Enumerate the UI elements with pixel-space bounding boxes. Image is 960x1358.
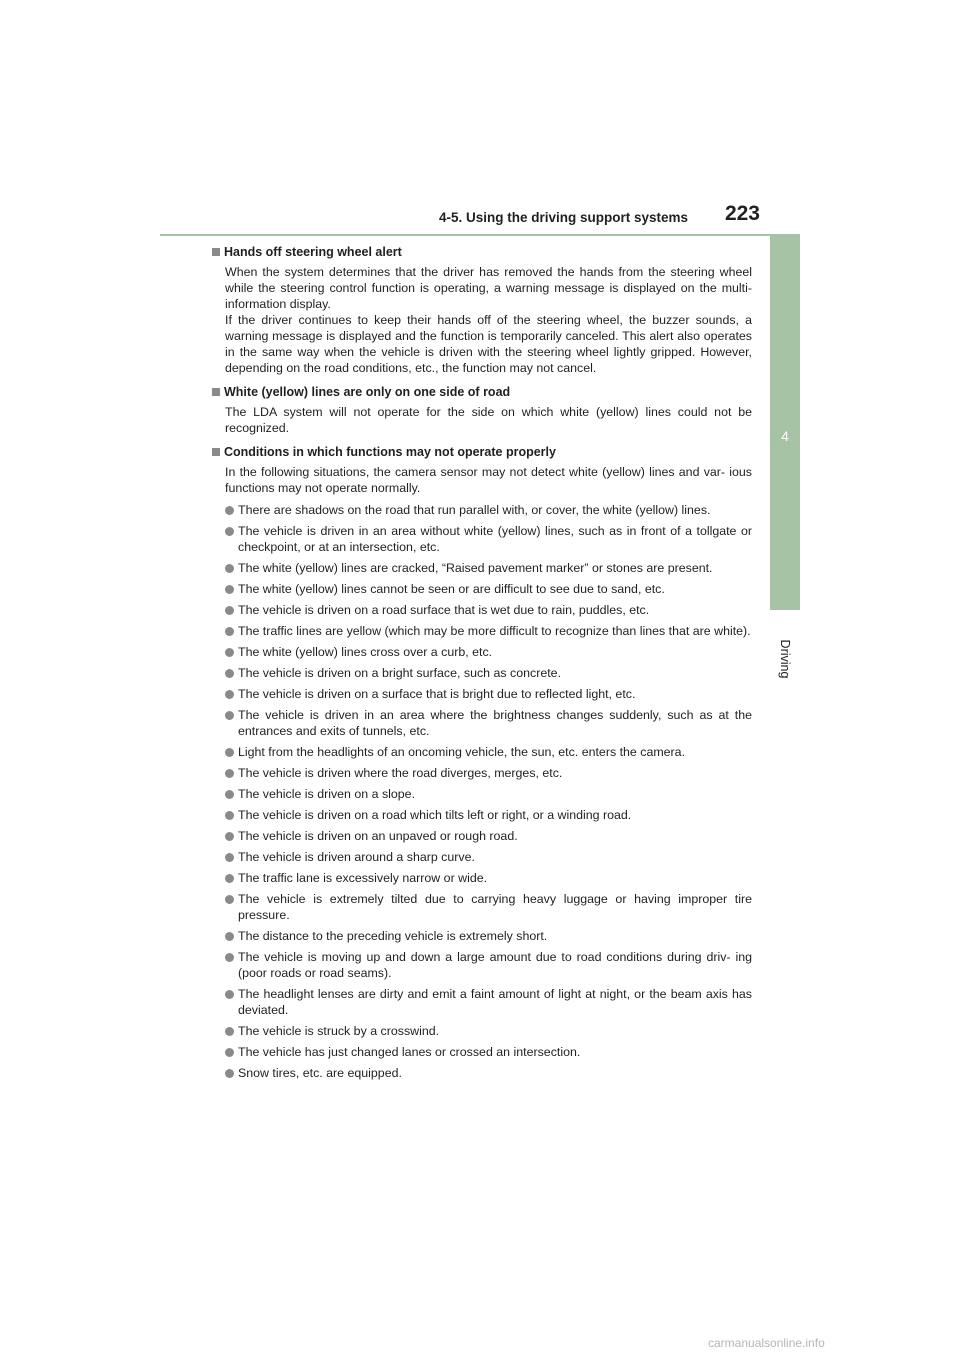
- circle-bullet-icon: [225, 748, 234, 757]
- list-item: [225, 949, 752, 981]
- list-item-text: The vehicle is driven on a road surface that is wet due to rain, puddles, etc.: [238, 603, 650, 617]
- circle-bullet-icon: [225, 506, 234, 515]
- list-item: [225, 1023, 752, 1039]
- list-item-text: The headlight lenses are dirty and emit a faint amount of light at night, or the beam axis has deviated.: [238, 987, 752, 1017]
- circle-bullet-icon: [225, 769, 234, 778]
- list-item: [225, 870, 752, 886]
- list-item-text: The white (yellow) lines cross over a curb, etc.: [238, 645, 493, 659]
- chapter-label: [771, 624, 799, 694]
- list-item: [225, 1044, 752, 1060]
- circle-bullet-icon: [225, 606, 234, 615]
- section-heading: [212, 444, 752, 461]
- page-number: 223: [724, 202, 760, 225]
- chapter-label-text: Driving: [778, 639, 792, 679]
- header-divider: [160, 234, 800, 236]
- circle-bullet-icon: [225, 1069, 234, 1078]
- circle-bullet-icon: [225, 832, 234, 841]
- circle-bullet-icon: [225, 953, 234, 962]
- list-item-text: The traffic lane is excessively narrow or wide.: [238, 871, 488, 885]
- circle-bullet-icon: [225, 669, 234, 678]
- list-item-text: The distance to the preceding vehicle is extremely short.: [238, 929, 548, 943]
- list-item: [225, 765, 752, 781]
- watermark: carmanualsonline.info: [708, 1336, 825, 1350]
- paragraph: If the driver continues to keep their hands off of the steering wheel, the buzzer sounds, a warning message is displayed and the function is temporarily canceled. This alert also operates in the same way when the vehicle is driven with the steering wheel lightly gripped. However, depending on the road conditions, etc., the function may not cancel.: [225, 313, 752, 375]
- list-item-text: The white (yellow) lines cannot be seen or are difficult to see due to sand, etc.: [238, 582, 665, 596]
- list-item: [225, 623, 752, 639]
- chapter-number: 4: [781, 428, 789, 444]
- square-bullet-icon: [212, 388, 220, 396]
- chapter-tab: [770, 236, 800, 610]
- list-item: [225, 744, 752, 760]
- list-item: [225, 686, 752, 702]
- list-item-text: Light from the headlights of an oncoming vehicle, the sun, etc. enters the camera.: [238, 745, 686, 759]
- circle-bullet-icon: [225, 853, 234, 862]
- circle-bullet-icon: [225, 564, 234, 573]
- section-heading: [212, 244, 752, 261]
- list-item: [225, 665, 752, 681]
- circle-bullet-icon: [225, 711, 234, 720]
- list-item-text: The vehicle is struck by a crosswind.: [238, 1024, 440, 1038]
- section-heading: [212, 384, 752, 401]
- list-item-text: The vehicle is driven on a surface that is bright due to reflected light, etc.: [238, 687, 636, 701]
- list-item: [225, 807, 752, 823]
- list-item-text: The vehicle is driven on a slope.: [238, 787, 416, 801]
- circle-bullet-icon: [225, 527, 234, 536]
- header-section-title: 4-5. Using the driving support systems: [438, 210, 688, 225]
- list-item-text: The vehicle is driven around a sharp curve.: [238, 850, 475, 864]
- section-heading-text: White (yellow) lines are only on one side of road: [224, 385, 511, 399]
- list-item-text: The traffic lines are yellow (which may be more difficult to recognize than lines that are white).: [238, 624, 751, 638]
- page-content: [212, 244, 752, 1089]
- circle-bullet-icon: [225, 1048, 234, 1057]
- section-heading-text: Conditions in which functions may not operate properly: [224, 445, 556, 459]
- square-bullet-icon: [212, 248, 220, 256]
- circle-bullet-icon: [225, 648, 234, 657]
- list-item: [225, 602, 752, 618]
- list-item: [225, 644, 752, 660]
- section-conditions: [212, 444, 752, 1081]
- circle-bullet-icon: [225, 990, 234, 999]
- page-header: [160, 202, 800, 236]
- section-heading-text: Hands off steering wheel alert: [224, 245, 402, 259]
- paragraph: The LDA system will not operate for the side on which white (yellow) lines could not be recognized.: [225, 405, 752, 435]
- list-item-text: The vehicle is driven in an area where the brightness changes suddenly, such as at the entrances and exits of tunnels, etc.: [238, 708, 752, 738]
- list-item: [225, 523, 752, 555]
- section-one-side-lines: [212, 384, 752, 436]
- list-item-text: The vehicle is driven on a bright surface, such as concrete.: [238, 666, 562, 680]
- list-item: [225, 1065, 752, 1081]
- square-bullet-icon: [212, 448, 220, 456]
- circle-bullet-icon: [225, 585, 234, 594]
- list-item: [225, 707, 752, 739]
- list-item-text: The vehicle is driven in an area without white (yellow) lines, such as in front of a tollgate or checkpoint, or at an intersection, etc.: [238, 524, 752, 554]
- list-item: [225, 849, 752, 865]
- circle-bullet-icon: [225, 895, 234, 904]
- list-item: [225, 986, 752, 1018]
- list-item: [225, 502, 752, 518]
- circle-bullet-icon: [225, 1027, 234, 1036]
- circle-bullet-icon: [225, 690, 234, 699]
- circle-bullet-icon: [225, 627, 234, 636]
- list-item: [225, 928, 752, 944]
- circle-bullet-icon: [225, 790, 234, 799]
- list-item-text: There are shadows on the road that run parallel with, or cover, the white (yellow) lines.: [238, 503, 711, 517]
- list-item: [225, 786, 752, 802]
- list-item-text: The vehicle is extremely tilted due to carrying heavy luggage or having improper tire pressure.: [238, 892, 752, 922]
- list-item-text: The vehicle is driven on an unpaved or rough road.: [238, 829, 518, 843]
- list-item-text: The vehicle is driven on a road which tilts left or right, or a winding road.: [238, 808, 632, 822]
- list-item: [225, 828, 752, 844]
- list-item-text: The white (yellow) lines are cracked, “Raised pavement marker” or stones are present.: [238, 561, 713, 575]
- list-item-text: The vehicle is driven where the road diverges, merges, etc.: [238, 766, 563, 780]
- paragraph: In the following situations, the camera sensor may not detect white (yellow) lines and var- ious functions may not operate normally.: [225, 465, 752, 495]
- circle-bullet-icon: [225, 811, 234, 820]
- section-hands-off-alert: [212, 244, 752, 376]
- list-item-text: The vehicle is moving up and down a large amount due to road conditions during driv- ing (poor roads or road seams).: [238, 950, 752, 980]
- list-item-text: The vehicle has just changed lanes or crossed an intersection.: [238, 1045, 581, 1059]
- circle-bullet-icon: [225, 874, 234, 883]
- list-item: [225, 581, 752, 597]
- paragraph: When the system determines that the driver has removed the hands from the steering wheel while the steering control function is operating, a warning message is displayed on the multi-information display.: [225, 265, 752, 311]
- list-item: [225, 891, 752, 923]
- list-item-text: Snow tires, etc. are equipped.: [238, 1066, 402, 1080]
- condition-list: [212, 502, 752, 1081]
- circle-bullet-icon: [225, 932, 234, 941]
- list-item: [225, 560, 752, 576]
